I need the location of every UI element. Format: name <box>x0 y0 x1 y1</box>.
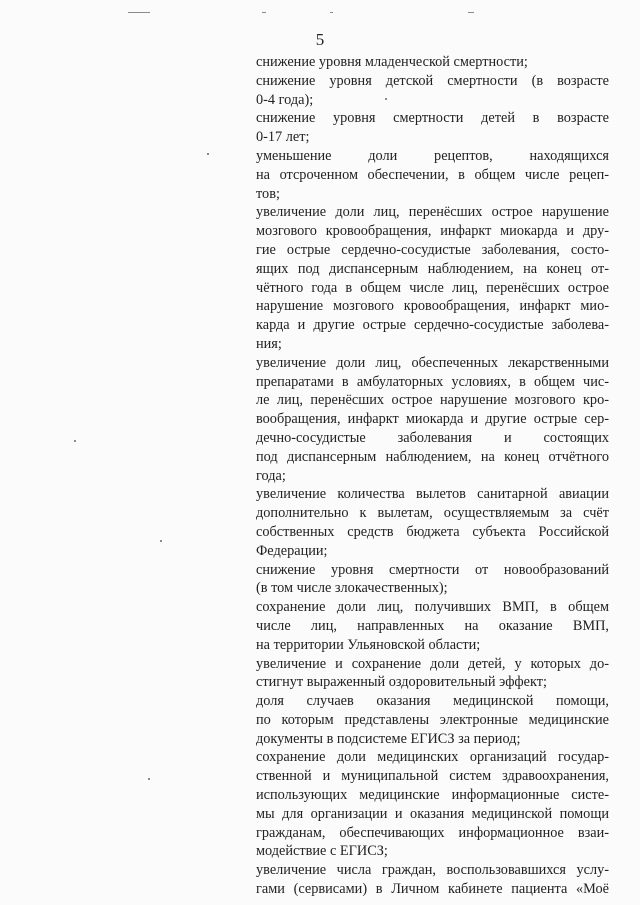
text-line: увеличение и сохранение доли детей, у которых до- <box>256 655 609 672</box>
list-item <box>256 485 609 560</box>
text-line: (в том числе злокачественных); <box>256 580 448 597</box>
text-line: доля случаев оказания медицинской помощи, <box>256 693 609 710</box>
text-line: собственных средств бюджета субъекта Российской <box>256 523 609 540</box>
text-line: мы для организации и оказания медицинской помощи <box>256 805 609 822</box>
text-line: карда и другие острые сердечно-сосудистые заболева- <box>256 317 609 334</box>
scan-mark <box>160 540 162 542</box>
text-line: под диспансерным наблюдением, на конец отчётного <box>256 448 609 465</box>
list-item <box>256 561 609 599</box>
text-line: модействие с ЕГИСЗ; <box>256 843 388 860</box>
text-line: нарушение мозгового кровообращения, инфаркт мио- <box>256 298 609 315</box>
list-item <box>256 354 609 486</box>
text-line: ящих под диспансерным наблюдением, на конец от- <box>256 260 609 277</box>
text-line: дополнительно к вылетам, осуществляемым за счёт <box>256 505 609 522</box>
text-line: ле лиц, перенёсших острое нарушение мозгового кро- <box>256 392 609 409</box>
text-line: увеличение числа граждан, воспользовавшихся услу- <box>256 862 609 879</box>
text-line: увеличение доли лиц, перенёсших острое нарушение <box>256 204 609 221</box>
list-item <box>256 598 609 654</box>
list-item <box>256 53 609 72</box>
list-item <box>256 147 609 203</box>
text-line: числе лиц, направленных на оказание ВМП, <box>256 617 609 634</box>
text-line: гражданам, обеспечивающих информационное взаи- <box>256 824 609 841</box>
list-item <box>256 203 609 353</box>
text-line: снижение уровня смертности от новообразований <box>256 561 609 578</box>
document-body <box>256 53 609 899</box>
text-line: стигнут выраженный оздоровительный эффект; <box>256 674 547 691</box>
text-line: документы в подсистеме ЕГИСЗ за период; <box>256 730 521 747</box>
scan-mark <box>468 12 474 13</box>
text-line: увеличение количества вылетов санитарной авиации <box>256 486 609 503</box>
text-line: по которым представлены электронные медицинские <box>256 711 609 728</box>
list-item <box>256 861 609 899</box>
scan-mark <box>128 12 150 13</box>
text-line: 0-17 лет; <box>256 129 310 146</box>
text-line: года; <box>256 467 286 484</box>
text-line: снижение уровня смертности детей в возрасте <box>256 110 609 127</box>
scan-mark <box>330 12 333 13</box>
text-line: использующих медицинские информационные систе- <box>256 787 609 804</box>
list-item <box>256 72 609 110</box>
text-line: тов; <box>256 185 280 202</box>
text-line: 0-4 года); <box>256 91 314 108</box>
text-line: сохранение доли лиц, получивших ВМП, в общем <box>256 599 609 616</box>
list-item <box>256 692 609 748</box>
text-line: снижение уровня младенческой смертности; <box>256 54 528 70</box>
text-line: мозгового кровообращения, инфаркт миокарда и дру- <box>256 223 609 240</box>
text-line: вообращения, инфаркт миокарда и другие острые сер- <box>256 411 609 428</box>
list-item <box>256 655 609 693</box>
scan-mark <box>148 778 150 780</box>
text-line: сохранение доли медицинских организаций государ- <box>256 749 609 766</box>
list-item <box>256 748 609 861</box>
text-line: снижение уровня детской смертности (в возрасте <box>256 72 609 89</box>
text-line: увеличение доли лиц, обеспеченных лекарственными <box>256 354 609 371</box>
text-line: препаратами в амбулаторных условиях, в общем чис- <box>256 373 609 390</box>
scan-mark <box>207 153 209 155</box>
scan-mark <box>262 12 266 13</box>
text-line: дечно-сосудистые заболевания и состоящих <box>256 429 609 446</box>
list-item <box>256 109 609 147</box>
text-line: на территории Ульяновской области; <box>256 636 481 653</box>
text-line: гами (сервисами) в Личном кабинете пациента «Моё <box>256 881 609 898</box>
text-line: гие острые сердечно-сосудистые заболевания, состо- <box>256 241 609 258</box>
text-line: ния; <box>256 335 282 352</box>
text-line: на отсроченном обеспечении, в общем числе рецеп- <box>256 166 609 183</box>
text-line: уменьшение доли рецептов, находящихся <box>256 147 609 164</box>
page-number: 5 <box>315 30 325 49</box>
text-line: ственной и муниципальной систем здравоохранения, <box>256 768 609 785</box>
text-line: Федерации; <box>256 542 328 559</box>
scan-mark <box>74 440 76 442</box>
text-line: чётного года в общем числе лиц, перенёсших острое <box>256 279 609 296</box>
